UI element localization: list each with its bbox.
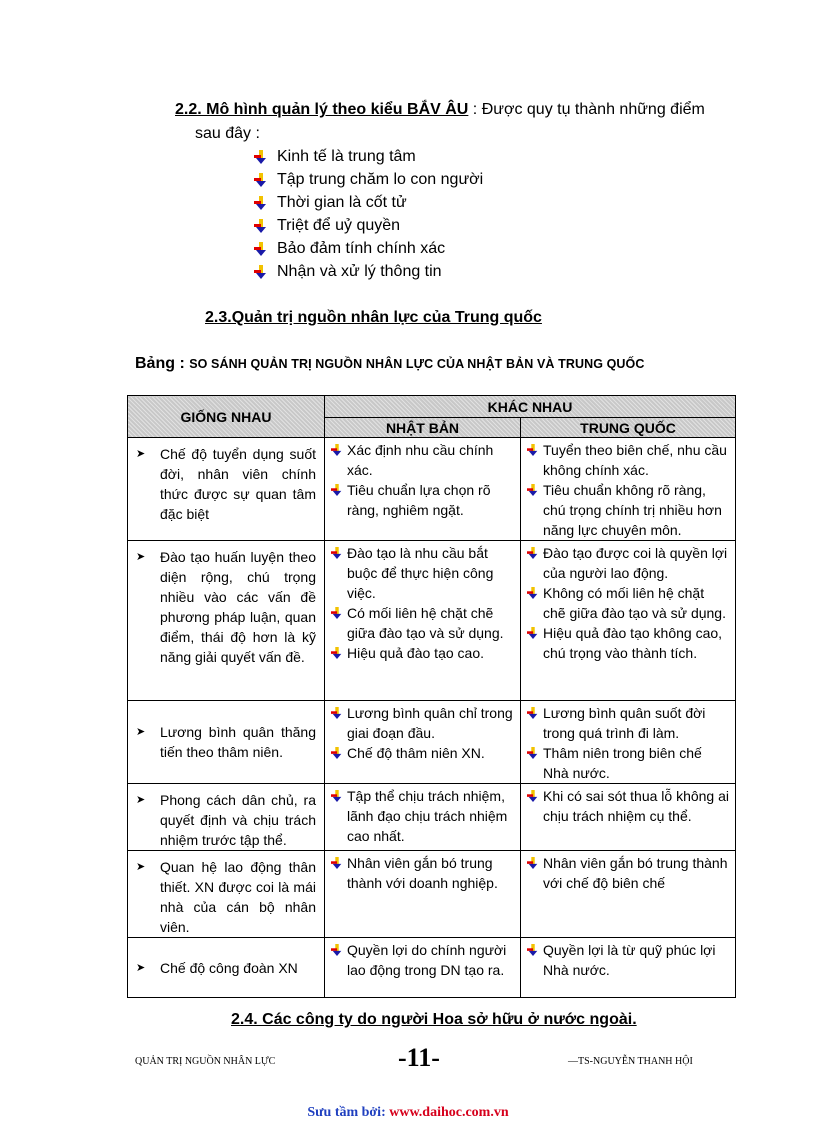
cell-china-item [527,623,729,663]
arrow-bullet-icon [527,856,539,868]
arrow-bullet-icon [254,265,268,279]
triangle-bullet-icon: ➤ [136,726,146,738]
cell-china-text: Không có mối liên hệ chặt chẽ giữa đào tạo và sử dụng. [543,585,726,621]
arrow-bullet-icon [331,646,343,658]
cell-japan-text: Có mối liên hệ chặt chẽ giữa đào tạo và sử dụng. [347,605,504,641]
cell-japan [325,938,521,998]
cell-japan-item [331,940,514,980]
section-2-2-text-cont: sau đây : [195,125,260,142]
cell-japan-text: Tiêu chuẩn lựa chọn rõ ràng, nghiêm ngặt. [347,482,491,518]
cell-china-text: Đào tạo được coi là quyền lợi của người lao động. [543,545,728,581]
cell-japan-item [331,703,514,743]
arrow-bullet-icon [254,150,268,164]
cell-china [521,938,736,998]
table-row [128,541,736,701]
cell-china-text: Nhân viên gắn bó trung thành với chế độ biên chế [543,855,728,891]
management-point-label: Bảo đảm tính chính xác [277,239,446,257]
cell-china-text: Khi có sai sót thua lỗ không ai chịu trách nhiệm cụ thể. [543,788,730,824]
footer-author: —TS-NGUYỄN THANH HỘI [568,1056,693,1067]
table-row [128,784,736,851]
arrow-bullet-icon [527,626,539,638]
arrow-bullet-icon [527,546,539,558]
cell-china-item [527,743,729,783]
cell-china-item [527,940,729,980]
cell-japan-text: Hiệu quả đào tạo cao. [347,645,484,661]
management-point-label: Kinh tế là trung tâm [277,147,416,165]
cell-same-text: Lương bình quân thăng tiến theo thâm niên. [160,724,316,760]
cell-china [521,701,736,784]
management-point-item [254,214,483,237]
cell-japan-text: Xác định nhu cầu chính xác. [347,442,494,478]
management-point-item [254,237,483,260]
table-row [128,938,736,998]
cell-same-text: Đào tạo huấn luyện theo diện rộng, chú trọng nhiều vào các vấn đề phương pháp luận, quan điểm, thái độ hơn là kỹ năng giải quyết vấn đề. [160,549,316,665]
management-point-item [254,145,483,168]
cell-same [128,851,325,938]
arrow-bullet-icon [331,483,343,495]
arrow-bullet-icon [527,746,539,758]
management-point-item [254,168,483,191]
cell-china-text: Tiêu chuẩn không rõ ràng, chú trọng chính trị nhiều hơn năng lực chuyên môn. [543,482,722,538]
arrow-bullet-icon [527,706,539,718]
table-caption-text: SO SÁNH QUẢN TRỊ NGUỒN NHÂN LỰC CỦA NHẬT BẢN VÀ TRUNG QUỐC [189,357,645,371]
arrow-bullet-icon [331,943,343,955]
cell-china-item [527,786,729,826]
cell-china-text: Tuyển theo biên chế, nhu cầu không chính xác. [543,442,727,478]
cell-same-text: Chế độ công đoàn XN [160,959,298,976]
cell-china-item [527,853,729,893]
arrow-bullet-icon [254,173,268,187]
cell-japan-text: Quyền lợi do chính người lao động trong DN tạo ra. [347,942,507,978]
section-2-2 [175,98,745,146]
cell-china-item [527,480,729,540]
triangle-bullet-icon: ➤ [136,794,146,806]
table-row [128,701,736,784]
management-point-label: Thời gian là cốt tử [277,193,407,211]
cell-japan [325,784,521,851]
cell-same-text: Phong cách dân chủ, ra quyết định và chịu trách nhiệm trước tập thể. [160,792,316,848]
cell-japan [325,438,521,541]
cell-same [128,438,325,541]
arrow-bullet-icon [331,746,343,758]
management-point-label: Tập trung chăm lo con người [277,170,484,188]
cell-china-item [527,543,729,583]
cell-china-item [527,703,729,743]
table-row [128,851,736,938]
arrow-bullet-icon [331,706,343,718]
cell-japan-text: Tập thể chịu trách nhiệm, lãnh đạo chịu trách nhiệm cao nhất. [347,788,508,844]
cell-japan-item [331,543,514,603]
management-point-label: Triệt để uỷ quyền [277,216,401,234]
arrow-bullet-icon [331,856,343,868]
management-points-list [254,145,483,283]
cell-china [521,438,736,541]
table-caption-prefix: Bảng : [135,355,190,372]
cell-same-text: Quan hệ lao động thân thiết. XN được coi là mái nhà của cán bộ nhân viên. [160,859,316,935]
cell-japan-item [331,786,514,846]
table-caption [135,355,645,373]
arrow-bullet-icon [527,789,539,801]
section-2-2-text: : Được quy tụ thành những điểm [468,101,705,118]
arrow-bullet-icon [254,242,268,256]
management-point-item [254,191,483,214]
cell-japan-text: Lương bình quân chỉ trong giai đoạn đầu. [347,705,513,741]
cell-china [521,784,736,851]
cell-japan-item [331,440,514,480]
triangle-bullet-icon: ➤ [136,551,146,563]
triangle-bullet-icon: ➤ [136,961,146,974]
arrow-bullet-icon [331,789,343,801]
cell-same [128,938,325,998]
header-china: TRUNG QUỐC [521,418,736,438]
cell-japan-text: Đào tạo là nhu cầu bắt buộc để thực hiện công việc. [347,545,494,601]
section-2-3-heading: 2.3.Quản trị nguồn nhân lực của Trung quốc [205,309,542,326]
cell-japan-item [331,480,514,520]
cell-japan-item [331,743,514,763]
cell-china-text: Thâm niên trong biên chế Nhà nước. [543,745,702,781]
cell-china-item [527,583,729,623]
triangle-bullet-icon: ➤ [136,448,146,460]
header-same: GIỐNG NHAU [128,396,325,438]
cell-china-text: Lương bình quân suốt đời trong quá trình đi làm. [543,705,706,741]
cell-china [521,541,736,701]
comparison-table-body [128,438,736,998]
source-url[interactable]: www.daihoc.com.vn [389,1105,509,1120]
section-2-4-heading: 2.4. Các công ty do người Hoa sở hữu ở nước ngoài. [231,1011,637,1028]
management-point-label: Nhận và xử lý thông tin [277,262,442,280]
cell-japan [325,851,521,938]
triangle-bullet-icon: ➤ [136,861,146,873]
cell-china-item [527,440,729,480]
cell-same-text: Chế độ tuyển dụng suốt đời, nhân viên chính thức được sự quan tâm đặc biệt [160,446,316,522]
arrow-bullet-icon [527,483,539,495]
arrow-bullet-icon [254,219,268,233]
arrow-bullet-icon [254,196,268,210]
cell-japan-item [331,853,514,893]
cell-japan-text: Chế độ thâm niên XN. [347,745,485,761]
cell-japan [325,541,521,701]
source-line [0,1105,816,1121]
cell-same [128,784,325,851]
header-japan: NHẬT BẢN [325,418,521,438]
management-point-item [254,260,483,283]
cell-china-text: Hiệu quả đào tạo không cao, chú trọng vào thành tích. [543,625,723,661]
arrow-bullet-icon [331,606,343,618]
cell-same [128,701,325,784]
cell-china [521,851,736,938]
table-row [128,438,736,541]
arrow-bullet-icon [331,546,343,558]
source-label: Sưu tầm bởi: [307,1105,390,1120]
cell-japan [325,701,521,784]
section-2-2-heading: 2.2. Mô hình quản lý theo kiểu BẮV ÂU [175,101,469,118]
footer-left: QUẢN TRỊ NGUỒN NHÂN LỰC [135,1056,276,1067]
comparison-table [127,395,736,998]
cell-japan-item [331,643,514,663]
cell-japan-text: Nhân viên gắn bó trung thành với doanh nghiệp. [347,855,498,891]
page-number: -11- [398,1043,440,1072]
cell-japan-item [331,603,514,643]
cell-china-text: Quyền lợi là từ quỹ phúc lợi Nhà nước. [543,942,716,978]
header-diff: KHÁC NHAU [325,396,736,418]
cell-same [128,541,325,701]
arrow-bullet-icon [331,443,343,455]
arrow-bullet-icon [527,586,539,598]
arrow-bullet-icon [527,443,539,455]
arrow-bullet-icon [527,943,539,955]
